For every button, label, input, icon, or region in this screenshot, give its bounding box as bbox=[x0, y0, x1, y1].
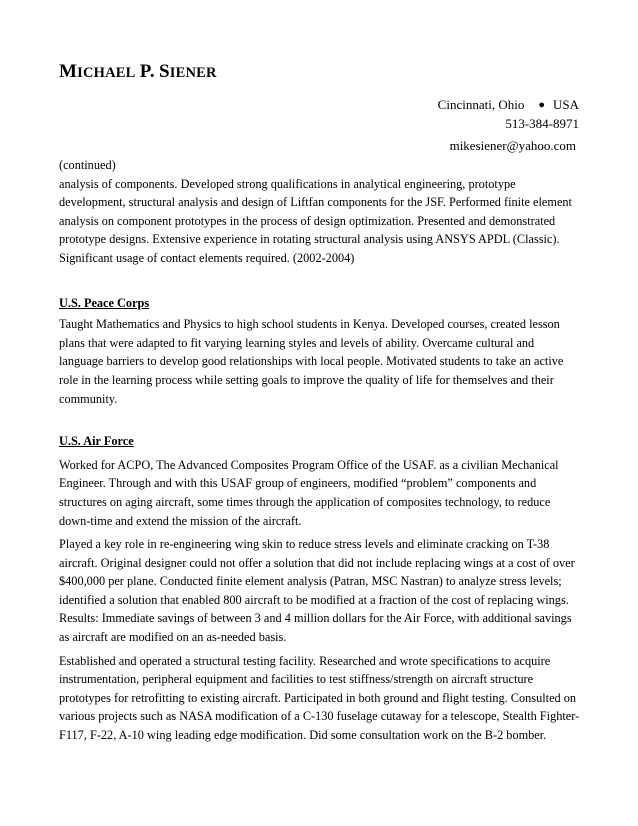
name-last-initial: S bbox=[158, 61, 170, 82]
section-title-air-force: U.S. Air Force bbox=[59, 434, 134, 449]
air-force-paragraph-3: Established and operated a structural testing facility. Researched and wrote specifications to acquire instrumentation, peripheral equipment and facilities to test stiffness/strength on aircraft structure prototypes for retrofitting to existing aircraft. Participated in both ground and flight testing. Consulted on various projects such as NASA modification of a C-130 fuselage cutaway for a telescope, Stealth Fighter-F117, F-22, A-10 wing leading edge modification. Did some consultation work on the B-2 bomber. bbox=[59, 653, 580, 743]
section-title-peace-corps: U.S. Peace Corps bbox=[59, 295, 150, 310]
air-force-paragraph-1: Worked for ACPO, The Advanced Composites Program Office of the USAF. as a civilian Mechanical Engineer. Through and with this USAF group of engineers, modified “problem” components and structures on aging aircraft, some times through the application of composites technology, to reduce down-time and extend the mission of the aircraft. bbox=[59, 457, 559, 528]
name-last-rest: IENER bbox=[169, 65, 217, 81]
peace-corps-paragraph: Taught Mathematics and Physics to high school students in Kenya. Developed courses, created lesson plans that were adapted to fit varying learning styles and levels of ability. Overcame cultural and language barriers to develop good relationships with local people. Motivated students to take an active role in the learning process while setting goals to improve the quality of life for themselves and their community. bbox=[59, 317, 564, 406]
location-row bbox=[438, 96, 579, 115]
continued-label: (continued) bbox=[59, 158, 116, 172]
name-first-rest: ICHAEL bbox=[77, 65, 136, 81]
email: mikesiener@yahoo.com bbox=[449, 138, 576, 153]
name-first-initial: M bbox=[59, 61, 78, 82]
resume-body bbox=[59, 156, 581, 750]
phone: 513-384-8971 bbox=[505, 116, 579, 131]
city: Cincinnati, Ohio bbox=[437, 97, 525, 112]
continued-paragraph: analysis of components. Developed strong qualifications in analytical engineering, prototype development, structural analysis and design of Liftfan components for the JSF. Performed finite element analysis on component prototypes in the process of design optimization. Presented and demonstrated prototype designs. Extensive experience in rotating structural analysis using ANSYS APDL (Classic). Significant usage of contact elements required. (2002-2004) bbox=[59, 176, 572, 265]
name-middle-initial: P. bbox=[139, 61, 155, 82]
bullet-separator-icon: ● bbox=[538, 99, 545, 111]
country: USA bbox=[552, 97, 579, 112]
candidate-name bbox=[59, 62, 217, 83]
contact-block bbox=[438, 96, 579, 155]
air-force-paragraph-2: Played a key role in re-engineering wing skin to reduce stress levels and eliminate cracking on T-38 aircraft. Original designer could not offer a solution that did not include replacing wings at a cost of over $400,000 per plane. Conducted finite element analysis (Patran, MSC Nastran) to analyze stress levels; identified a solution that enabled 800 aircraft to be modified at a fraction of the cost of replacing wings. Results: Immediate savings of between 3 and 4 million dollars for the Air Force, with additional savings as aircraft are modified on an as-needed basis. bbox=[59, 537, 575, 645]
